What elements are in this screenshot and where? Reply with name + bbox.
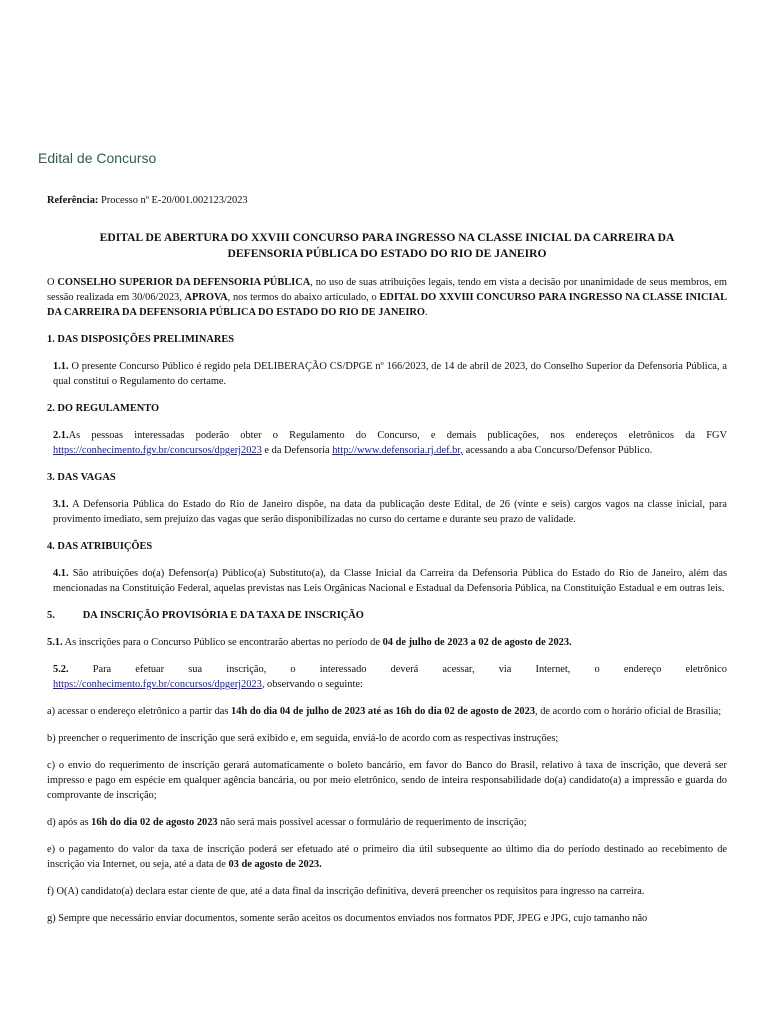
paragraph-5-2-word: deverá (390, 664, 419, 675)
paragraph-5-2-word: via (498, 664, 512, 675)
document-body (47, 193, 727, 938)
paragraph-2-1: 2.1.As pessoas interessadas poderão obter o Regulamento do Concurso, e demais publicações, nos endereços eletrônicos da FGV https://conhecimento.fgv.br/concursos/dpgerj2023 e da Defensoria http://www.defensoria.rj.def.br, acessando a aba Concurso/Defensor Público. (53, 430, 727, 456)
paragraph-5-2-word: o (594, 664, 600, 675)
paragraph-5-2-word: o (290, 664, 296, 675)
paragraph-3-1: 3.1. A Defensoria Pública do Estado do Rio de Janeiro dispõe, na data da publicação deste Edital, de 26 (vinte e seis) cargos vagos na classe inicial, para provimento imediato, sem prejuízo das vagas que serão disponibilizadas no curso do certame e durante seu prazo de validade. (53, 499, 727, 525)
section-1-heading: 1. DAS DISPOSIÇÕES PRELIMINARES (47, 334, 235, 345)
item-g: g) Sempre que necessário enviar documentos, somente serão aceitos os documentos enviados nos formatos PDF, JPEG e JPG, cujo tamanho não (47, 913, 648, 924)
paragraph-5-2-word: Internet, (535, 664, 571, 675)
reference-line (47, 193, 727, 208)
item-d: d) após as 16h do dia 02 de agosto 2023 não será mais possível acessar o formulário de requerimento de inscrição; (47, 817, 527, 828)
section-5-heading: 5. DA INSCRIÇÃO PROVISÓRIA E DA TAXA DE INSCRIÇÃO (47, 610, 364, 621)
paragraph-5-2-word: inscrição, (226, 664, 267, 675)
paragraph-5-2-word: efetuar (135, 664, 165, 675)
paragraph-4-1: 4.1. São atribuições do(a) Defensor(a) Público(a) Substituto(a), da Classe Inicial da Carreira da Defensoria Pública do Estado do Rio de Janeiro, além das mencionadas na Constituição Federal, aquelas previstas nas Leis Orgânicas Nacional e Estadual da Defensoria Pública, na Constituição Estadual e em outras leis. (53, 568, 727, 594)
paragraph-5-2-first-line (53, 662, 727, 677)
reference-value: Processo nº E-20/001.002123/2023 (98, 195, 248, 206)
defensoria-link[interactable]: http://www.defensoria.rj.def.br, (332, 445, 463, 456)
section-2-heading: 2. DO REGULAMENTO (47, 403, 160, 414)
edital-title-line-2: DEFENSORIA PÚBLICA DO ESTADO DO RIO DE JANEIRO (227, 247, 547, 260)
paragraph-5-1: 5.1. As inscrições para o Concurso Público se encontrarão abertas no período de 04 de julho de 2023 a 02 de agosto de 2023. (47, 637, 572, 648)
item-c: c) o envio do requerimento de inscrição gerará automaticamente o boleto bancário, em favor do Banco do Brasil, relativo à taxa de inscrição, que deverá ser impresso e pago em espécie em qualquer agência bancária, ou por meio eletrônico, sendo de inteira responsabilidade do(a) candidato(a) a impressão e guarda do comprovante de inscrição; (47, 760, 727, 801)
paragraph-5-2-word: sua (188, 664, 203, 675)
paragraph-5-2-word: endereço (623, 664, 662, 675)
paragraph-1-1: 1.1. O presente Concurso Público é regido pela DELIBERAÇÃO CS/DPGE nº 166/2023, de 14 de abril de 2023, do Conselho Superior da Defensoria Pública, a qual constitui o Regulamento do certame. (53, 361, 727, 387)
paragraph-5-2: 5.2. Para efetuar sua inscrição, o interessado deverá acessar, via Internet, o endereço eletrônico https://conhecimento.fgv.br/concursos/dpgerj2023, observando o seguinte: (53, 664, 727, 690)
item-f: f) O(A) candidato(a) declara estar ciente de que, até a data final da inscrição definitiva, deverá preencher os requisitos para ingresso na carreira. (47, 886, 645, 897)
item-b: b) preencher o requerimento de inscrição que será exibido e, em seguida, enviá-lo de acordo com as respectivas instruções; (47, 733, 559, 744)
item-a: a) acessar o endereço eletrônico a partir das 14h do dia 04 de julho de 2023 até as 16h do dia 02 de agosto de 2023, de acordo com o horário oficial de Brasília; (47, 706, 722, 717)
reference-label: Referência: (47, 195, 99, 206)
paragraph-5-2-word: eletrônico (685, 664, 727, 675)
edital-title (47, 230, 727, 262)
paragraph-5-2-word: acessar, (442, 664, 475, 675)
edital-title-line-1: EDITAL DE ABERTURA DO XXVIII CONCURSO PARA INGRESSO NA CLASSE INICIAL DA CARREIRA DA (99, 231, 675, 244)
paragraph-5-2-word: 5.2. (53, 664, 69, 675)
fgv-link[interactable]: https://conhecimento.fgv.br/concursos/dpgerj2023 (53, 445, 262, 456)
item-e: e) o pagamento do valor da taxa de inscrição poderá ser efetuado até o primeiro dia útil subsequente ao último dia do período destinado ao recebimento de inscrição via Internet, ou seja, até a data de 03 de agosto de 2023. (47, 844, 727, 870)
section-3-heading: 3. DAS VAGAS (47, 472, 116, 483)
section-4-heading: 4. DAS ATRIBUIÇÕES (47, 541, 153, 552)
inscricao-link[interactable]: https://conhecimento.fgv.br/concursos/dpgerj2023 (53, 679, 262, 690)
paragraph-5-2-word: interessado (319, 664, 367, 675)
page-title: Edital de Concurso (38, 150, 157, 166)
intro-paragraph: O CONSELHO SUPERIOR DA DEFENSORIA PÚBLICA, no uso de suas atribuições legais, tendo em vista a decisão por unanimidade de seus membros, em sessão realizada em 30/06/2023, APROVA, nos termos do abaixo articulado, o EDITAL DO XXVIII CONCURSO PARA INGRESSO NA CLASSE INICIAL DA CARREIRA DA DEFENSORIA PÚBLICA DO ESTADO DO RIO DE JANEIRO. (47, 277, 728, 318)
paragraph-5-2-word: Para (92, 664, 112, 675)
